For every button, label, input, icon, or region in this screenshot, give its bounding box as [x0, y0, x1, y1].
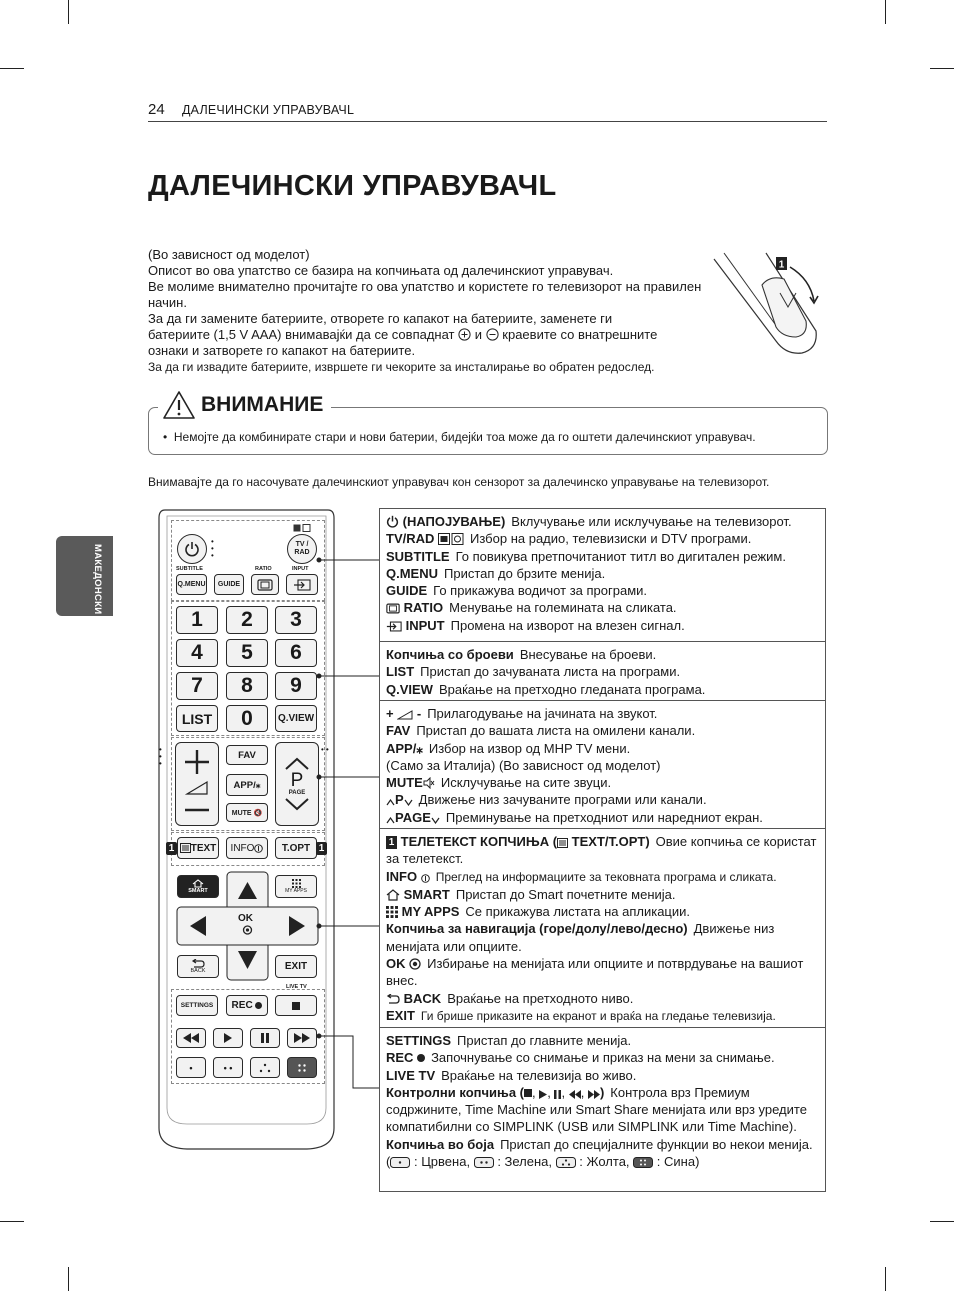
color-legend-text: : Жолта, — [579, 1154, 630, 1170]
desc-key: ) — [599, 1084, 605, 1100]
exit-button[interactable]: EXIT — [275, 955, 317, 978]
red-key-icon — [390, 1157, 410, 1168]
page-label: PAGE — [288, 790, 306, 796]
desc-key: RATIO — [403, 600, 444, 616]
volume-icon — [397, 710, 413, 720]
intro-line: ознаки и затворете го капакот на батериите. — [148, 343, 416, 358]
desc-key: PAGE — [395, 809, 431, 825]
mute-speaker-icon — [423, 777, 435, 789]
desc-ratio-row — [386, 599, 819, 616]
desc-box-control — [379, 1027, 826, 1192]
ok-label: OK — [238, 913, 253, 924]
settings-button[interactable]: SETTINGS — [176, 995, 218, 1016]
desc-text: Внесување на броеви. — [519, 647, 657, 662]
desc-key: Контролни копчиња ( — [386, 1084, 524, 1100]
desc-control-row: Контролни копчиња ( , , , , ) Контрола врз Премиум содржините, Time Machine или Smart Share менијата или врз уредите компатибилни со SIMPLINK (USB или SIMPLINK или Time Machine). — [386, 1084, 807, 1135]
blue-key-icon — [633, 1157, 653, 1168]
caution-text: Немојте да комбинирате стари и нови батерии, бидејќи тоа може да го оштети далечинскиот управувач. — [173, 430, 756, 444]
desc-key: Q.VIEW — [386, 681, 433, 697]
desc-text: Избор на радио, телевизиски и DTV програми. — [470, 531, 752, 547]
chevron-up-icon — [386, 817, 395, 824]
desc-key: + — [386, 706, 394, 721]
mute-button[interactable]: MUTE 🔇 — [226, 803, 268, 822]
desc-key: MY APPS — [401, 904, 460, 920]
digit-button-3[interactable]: 3 — [275, 606, 317, 634]
back-arrow-icon — [386, 994, 400, 1005]
myapps-label: MY APPS — [285, 888, 307, 894]
desc-text: Пристап до Smart почетните менија. — [455, 886, 676, 902]
desc-text: Се прикажува листата на апликации. — [465, 904, 691, 920]
desc-qmenu-row — [386, 565, 819, 582]
desc-ok-row — [386, 955, 819, 990]
desc-key: SMART — [403, 886, 450, 902]
desc-text: Движење низ зачуваните програми или канали. — [418, 792, 707, 808]
color-legend-text: : Сина) — [656, 1154, 700, 1170]
desc-key: Копчиња за навигација (горе/долу/лево/десно) — [386, 921, 688, 937]
chevron-down-icon — [431, 817, 440, 824]
qmenu-button[interactable]: Q.MENU — [176, 574, 207, 595]
intro-fragment: и — [474, 327, 483, 342]
info-label: INFO — [230, 842, 255, 854]
desc-text: Враќање на телевизија во живо. — [441, 1067, 637, 1083]
list-button[interactable]: LIST — [176, 705, 218, 732]
smart-label: SMART — [188, 888, 208, 894]
intro-line: За да ги замените батериите, отворете го капакот на батериите, заменете ги — [148, 311, 613, 326]
desc-text: Прилагодување на јачината на звукот. — [427, 706, 658, 721]
ratio-label: RATIO — [255, 566, 272, 572]
desc-key: ТЕЛЕТЕКСТ КОПЧИЊА ( — [400, 834, 558, 849]
callout-number: 1 — [386, 836, 397, 849]
teletext-badge-left: 1 — [166, 842, 177, 855]
caution-bullet: • Немојте да комбинирате стари и нови батерии, бидејќи тоа може да го оштети далечинскиот управувач. — [163, 430, 756, 444]
desc-fav-row — [386, 722, 819, 739]
pointing-note: Внимавајте да го насочувате далечинскиот управувач кон сензорот за далечинско управување на телевизорот. — [148, 475, 770, 489]
desc-text: Започнување со снимање и приказ на мени за снимање. — [431, 1050, 775, 1066]
tvrad-button[interactable]: TV / RAD — [287, 534, 317, 564]
caution-title: ВНИМАНИЕ — [201, 393, 324, 416]
desc-smart-row — [386, 886, 819, 903]
desc-teletext-row — [386, 833, 819, 868]
desc-nav-row — [386, 920, 819, 955]
desc-text: Преминување на претходниот или наредниот екран. — [445, 809, 763, 825]
digit-button-6[interactable]: 6 — [275, 639, 317, 667]
desc-key: INPUT — [405, 617, 445, 633]
desc-text: Преглед на информациите за тековната програма и сликата. — [435, 869, 777, 884]
desc-key: Q.MENU — [386, 565, 438, 581]
color-button-green[interactable]: • • — [213, 1057, 243, 1078]
desc-key: Копчиња со броеви — [386, 647, 514, 662]
side-dots-left: • • • — [159, 745, 162, 768]
intro-fragment: батериите (1,5 V AAA) внимавајќи да се совпаднат — [148, 327, 455, 342]
desc-key: SETTINGS — [386, 1033, 452, 1048]
desc-key: TEXT/T.OPT) — [571, 834, 650, 849]
desc-key: FAV — [386, 723, 411, 739]
color-legend-text: : Црвена, — [413, 1154, 471, 1170]
desc-text: Го повикува претпочитаниот титл во дигитален режим. — [455, 548, 786, 564]
desc-box-power — [379, 508, 826, 642]
livetv-label: LIVE TV — [286, 984, 307, 990]
desc-text: Вклучување или исклучување на телевизорот. — [511, 514, 792, 529]
desc-text: Избирање на менијата или опциите и потврдување на вашиот внес. — [386, 956, 804, 989]
info-icon — [421, 874, 430, 883]
desc-key: SUBTITLE — [386, 548, 450, 564]
digit-button-2[interactable]: 2 — [226, 606, 268, 634]
running-header: ДАЛЕЧИНСКИ УПРАВУВАЧL — [182, 103, 355, 117]
desc-text: Промена на изворот на влезен сигнал. — [450, 617, 685, 633]
desc-text: Ги брише приказите на екранот и враќа на гледање телевизија. — [420, 1008, 776, 1023]
desc-subtitle-row — [386, 548, 819, 565]
topt-button[interactable]: T.OPT — [275, 837, 317, 859]
program-label: P — [290, 770, 304, 791]
ratio-icon — [386, 603, 400, 614]
desc-text: Пристап до зачуваната листа на програми. — [420, 664, 681, 680]
side-dots-right: • • — [321, 745, 329, 754]
desc-info-row — [386, 868, 819, 886]
teletext-badge-right: 1 — [316, 842, 327, 855]
desc-text: Враќање на претходното ниво. — [447, 990, 634, 1006]
digit-button-8[interactable]: 8 — [226, 672, 268, 700]
intro-line: Ве молиме внимателно прочитајте го ова упатство и користете го телевизорот на правилен начин. — [148, 279, 702, 310]
desc-key: EXIT — [386, 1007, 415, 1023]
color-button-red[interactable]: • — [176, 1057, 206, 1078]
desc-key: APP/⁎ — [386, 740, 423, 756]
fav-button[interactable]: FAV — [226, 745, 268, 765]
guide-button[interactable]: GUIDE — [214, 574, 244, 595]
desc-text: Пристап до вашата листа на омилени канали. — [416, 723, 696, 739]
rec-label: REC — [231, 1000, 253, 1011]
desc-guide-row — [386, 582, 819, 599]
intro-fragment: краевите со внатрешните — [502, 327, 658, 342]
subtitle-label: SUBTITLE — [176, 566, 203, 572]
intro-line: За да ги извадите батериите, извршете ги чекорите за инсталирање во обратен редослед. — [148, 360, 655, 374]
desc-program-row — [386, 791, 819, 808]
ok-circle-icon — [409, 958, 421, 970]
desc-key: GUIDE — [386, 583, 428, 599]
record-dot-icon — [417, 1054, 425, 1062]
desc-text: Пристап до брзите менија. — [444, 565, 606, 581]
digit-button-0[interactable]: 0 — [226, 705, 268, 732]
desc-key: TV/RAD — [386, 531, 435, 547]
desc-rec-row — [386, 1049, 819, 1066]
fast-forward-icon — [588, 1090, 600, 1099]
tv-radio-icon — [438, 533, 464, 545]
rewind-icon — [569, 1090, 581, 1099]
input-label: INPUT — [292, 566, 309, 572]
desc-app-row — [386, 740, 819, 757]
desc-key: OK — [386, 956, 406, 972]
desc-text: Контрола врз Премиум содржините, Time Machine или Smart Share менијата или врз уредите компатибилни со SIMPLINK (USB или SIMPLINK или Time Machine). — [386, 1084, 807, 1135]
desc-text: Враќање на претходно гледаната програма. — [438, 681, 706, 697]
desc-text: Движење низ менијата или опциите. — [386, 921, 775, 954]
desc-qview-row — [386, 681, 819, 698]
green-key-icon — [474, 1157, 494, 1168]
desc-key: (НАПОЈУВАЊЕ) — [402, 514, 506, 529]
digit-button-9[interactable]: 9 — [275, 672, 317, 700]
text-label: TEXT — [190, 842, 217, 854]
color-legend-text: : Зелена, — [497, 1154, 553, 1170]
desc-key: LIVE TV — [386, 1067, 436, 1083]
desc-exit-row — [386, 1007, 819, 1025]
desc-box-numbers — [379, 641, 826, 701]
desc-text: Менување на големината на сликата. — [449, 600, 677, 616]
home-icon — [386, 889, 400, 901]
digit-button-1[interactable]: 1 — [176, 606, 218, 634]
desc-color-row — [386, 1136, 819, 1171]
desc-volume-row — [386, 705, 819, 722]
desc-text: Овие копчиња се користат за телетекст. — [386, 834, 817, 867]
apps-grid-icon — [386, 906, 398, 918]
desc-input-row — [386, 617, 819, 634]
desc-text: Избор на извор од MHP TV мени. — [428, 740, 631, 756]
back-label: BACK — [190, 968, 206, 974]
desc-myapps-row — [386, 903, 819, 920]
page-number: 24 — [148, 101, 165, 118]
desc-key: BACK — [403, 990, 442, 1006]
desc-key: REC — [386, 1050, 414, 1066]
desc-power-row — [386, 513, 819, 530]
teletext-icon — [557, 838, 568, 848]
desc-key: - — [416, 706, 422, 721]
desc-box-volume — [379, 700, 826, 829]
callout-number: 1 — [778, 259, 785, 271]
desc-number-row — [386, 646, 819, 663]
chevron-up-icon — [386, 799, 395, 806]
desc-livetv-row — [386, 1067, 819, 1084]
desc-settings-row — [386, 1032, 819, 1049]
app-button[interactable]: APP/⁎ — [226, 774, 268, 796]
chevron-down-icon — [404, 799, 413, 806]
desc-key: P — [395, 792, 404, 808]
language-tab-label: МАКЕДОНСКИ — [92, 544, 103, 615]
yellow-key-icon — [556, 1157, 576, 1168]
desc-key: INFO — [386, 868, 418, 884]
desc-key: Копчиња во боја — [386, 1136, 495, 1152]
desc-key: MUTE — [386, 775, 423, 791]
intro-line: Описот во ова упатство се базира на копчињата од далечинскиот управувач. — [148, 263, 614, 278]
desc-mute-row — [386, 774, 819, 791]
intro-line: (Во зависност од моделот) — [148, 247, 310, 262]
desc-key: LIST — [386, 664, 415, 680]
input-icon — [386, 621, 402, 632]
digit-button-4[interactable]: 4 — [176, 639, 218, 667]
play-icon — [539, 1090, 547, 1099]
stop-icon — [524, 1089, 532, 1097]
desc-text: Го прикажува водичот за програми. — [433, 583, 648, 599]
pause-icon — [554, 1090, 561, 1099]
desc-page-row — [386, 809, 819, 826]
desc-text: Исклучување на сите звуци. — [440, 775, 612, 791]
desc-tvrad-row — [386, 530, 819, 547]
indicator-dots: • • • — [211, 537, 214, 560]
qview-button[interactable]: Q.VIEW — [275, 705, 317, 732]
digit-button-5[interactable]: 5 — [226, 639, 268, 667]
desc-text: Пристап до специјалните функции во некои менија. ( — [386, 1136, 813, 1170]
desc-back-row — [386, 990, 819, 1007]
desc-list-row — [386, 663, 819, 680]
desc-text: Пристап до главните менија. — [457, 1033, 632, 1048]
power-icon — [386, 515, 399, 528]
page-title: ДАЛЕЧИНСКИ УПРАВУВАЧL — [148, 170, 557, 202]
desc-app-note: (Само за Италија) (Во зависност од моделот) — [386, 757, 661, 773]
digit-button-7[interactable]: 7 — [176, 672, 218, 700]
desc-box-teletext-nav — [379, 828, 826, 1028]
